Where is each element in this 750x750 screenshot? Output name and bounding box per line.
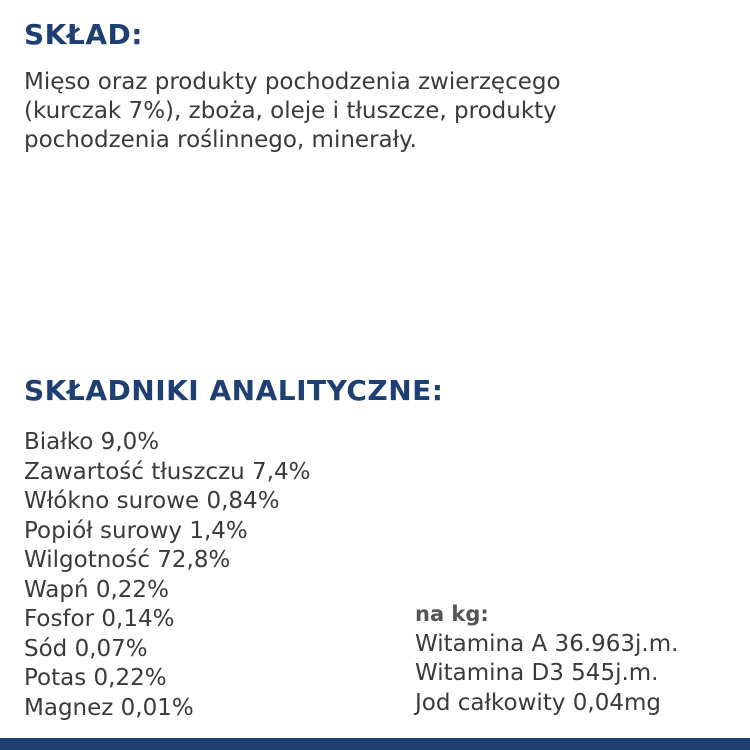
analytical-item-fibre: Włókno surowe 0,84% xyxy=(24,488,280,514)
composition-line: Mięso oraz produkty pochodzenia zwierzęcego xyxy=(24,69,561,95)
per-kg-item-vitamin-a: Witamina A 36.963j.m. xyxy=(415,630,679,657)
per-kg-item-vitamin-d3: Witamina D3 545j.m. xyxy=(415,660,659,686)
analytical-item-protein: Białko 9,0% xyxy=(24,429,160,455)
composition-line: (kurczak 7%), zboża, oleje i tłuszcze, produkty xyxy=(24,98,557,124)
analytical-item-potassium: Potas 0,22% xyxy=(24,665,167,691)
per-kg-item-iodine: Jod całkowity 0,04mg xyxy=(415,689,661,716)
analytical-item-fat: Zawartość tłuszczu 7,4% xyxy=(24,458,311,485)
analytical-list xyxy=(24,428,310,723)
composition-heading: SKŁAD: xyxy=(24,18,143,51)
analytical-item-magnesium: Magnez 0,01% xyxy=(24,694,194,721)
analytical-item-moisture: Wilgotność 72,8% xyxy=(24,547,231,573)
composition-line: pochodzenia roślinnego, minerały. xyxy=(24,127,417,153)
per-kg-section xyxy=(415,600,678,718)
per-kg-label: na kg: xyxy=(415,602,489,626)
composition-text xyxy=(24,68,724,155)
bottom-bar xyxy=(0,738,750,750)
analytical-heading: SKŁADNIKI ANALITYCZNE: xyxy=(24,374,444,407)
analytical-item-calcium: Wapń 0,22% xyxy=(24,576,169,603)
analytical-item-ash: Popiół surowy 1,4% xyxy=(24,517,248,544)
per-kg-list xyxy=(415,630,678,719)
analytical-item-sodium: Sód 0,07% xyxy=(24,635,148,662)
analytical-item-phosphorus: Fosfor 0,14% xyxy=(24,606,175,632)
